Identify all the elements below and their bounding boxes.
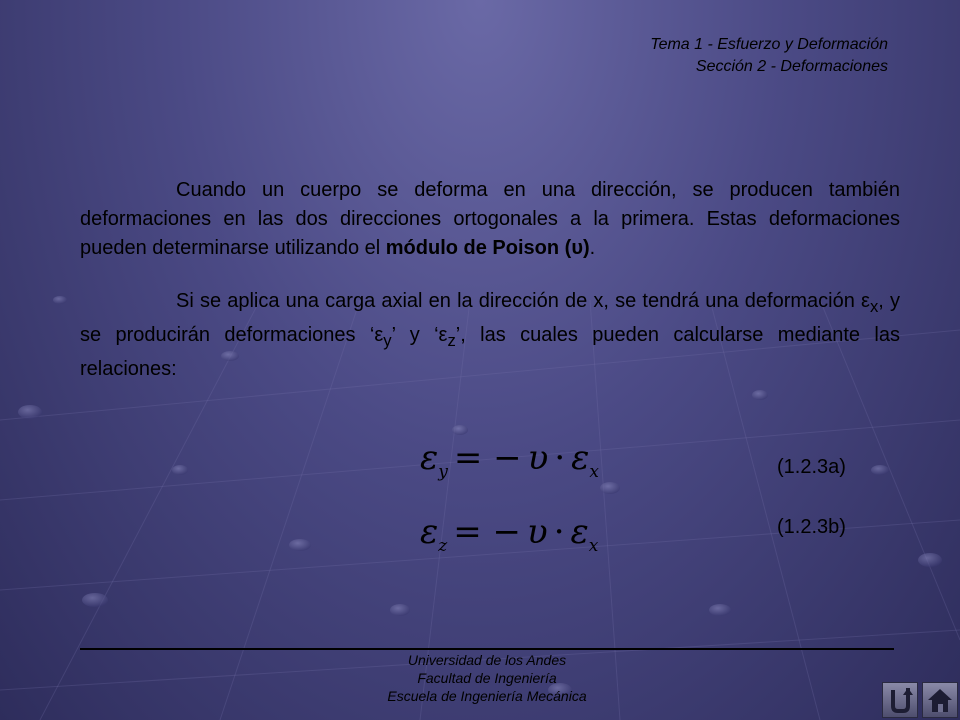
paragraph2-text-2: , y se producirán deformaciones ‘ε (80, 290, 900, 346)
footer-faculty: Facultad de Ingeniería (417, 670, 557, 686)
return-arrow-icon (886, 686, 914, 714)
paragraph1-end: . (589, 237, 596, 259)
paragraph-axial-load (80, 287, 900, 384)
paragraph1-text: Cuando un cuerpo se deforma en una dirección, se producen también deformaciones en las dos direcciones ortogonales a la primera. Estas deformaciones pueden determinarse utilizando el (80, 179, 900, 259)
section-title: Sección 2 - Deformaciones (695, 58, 888, 75)
eq-a-rhs-sub: x (589, 462, 599, 482)
eq-a-lhs-sub: y (438, 462, 448, 482)
equation-label-a: (1.2.3a) (777, 456, 846, 478)
paragraph2-text-1: Si se aplica una carga axial en la dirección de x, se tendrá una deformación ε (176, 290, 870, 312)
eq-b-lhs-sub: z (438, 536, 448, 556)
eq-b-dot: · (553, 512, 565, 552)
subscript-z: z (447, 331, 456, 350)
footer-university: Universidad de los Andes (407, 652, 567, 668)
eq-a-operator: = − (453, 438, 522, 478)
subscript-y: y (383, 331, 392, 350)
slide-header (650, 34, 888, 78)
poisson-modulus-term: módulo de Poison (υ) (385, 237, 590, 259)
topic-title: Tema 1 - Esfuerzo y Deformación (650, 36, 888, 53)
return-button[interactable] (882, 682, 918, 718)
footer-school: Escuela de Ingeniería Mecánica (387, 688, 587, 704)
eq-b-rhs-sub: x (588, 536, 599, 556)
footer-divider (80, 648, 894, 650)
paragraph-poisson-intro (80, 176, 900, 263)
eq-b-operator: = − (453, 512, 522, 552)
paragraph2-text-3: ’ y ‘ε (391, 324, 448, 346)
equation-label-b: (1.2.3b) (777, 516, 846, 538)
home-button[interactable] (922, 682, 958, 718)
eq-b-lhs: ε (420, 512, 439, 552)
eq-b-nu: υ (527, 512, 548, 552)
eq-a-dot: · (554, 438, 566, 478)
paragraph2-text-4: ’, las cuales pueden calcularse mediante las relaciones: (80, 324, 900, 380)
equation-1-2-3a (420, 438, 599, 482)
subscript-x: x (869, 297, 879, 316)
eq-a-lhs: ε (420, 438, 439, 478)
slide-body (80, 176, 900, 408)
slide-footer (80, 651, 894, 705)
equation-1-2-3b (420, 512, 598, 556)
eq-a-rhs: ε (571, 438, 590, 478)
eq-a-nu: υ (527, 438, 549, 478)
home-icon (926, 686, 954, 714)
eq-b-rhs: ε (570, 512, 589, 552)
